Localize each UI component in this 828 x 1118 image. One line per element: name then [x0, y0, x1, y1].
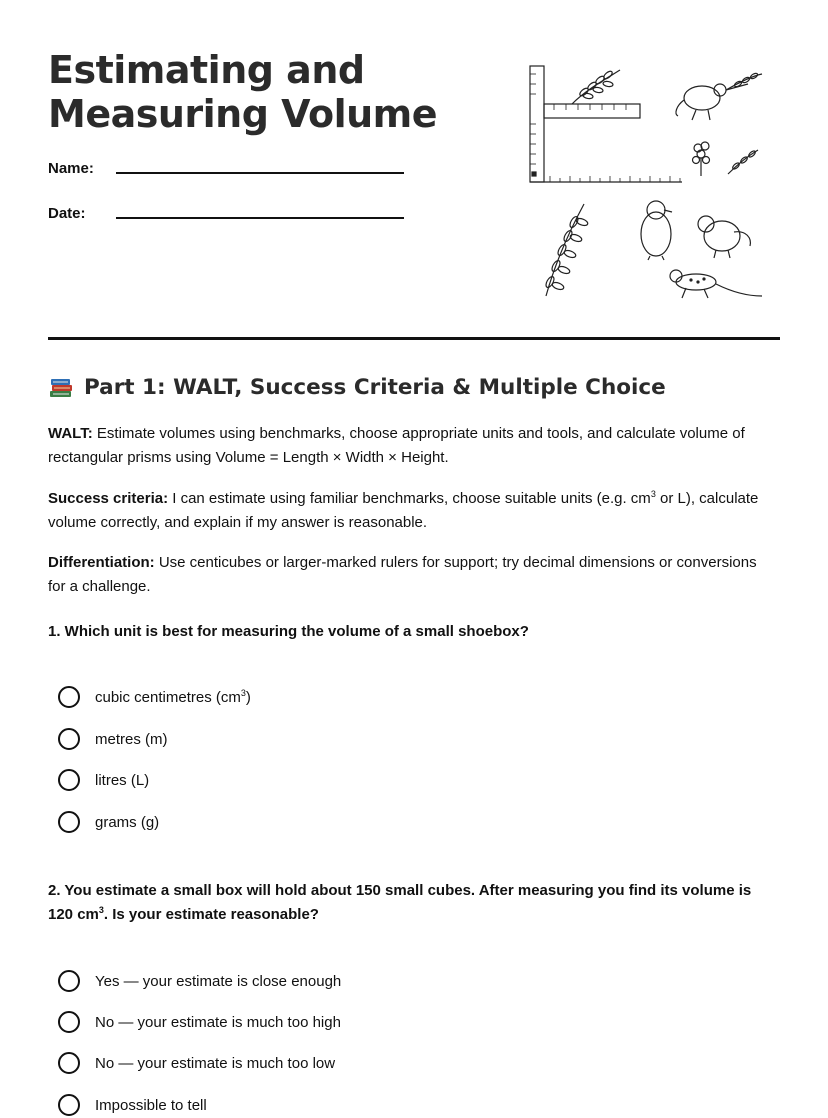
worksheet-title: [48, 48, 437, 136]
ruler-and-animals-illustration: [526, 60, 766, 306]
fern-leaf-icon: [726, 72, 762, 90]
q1-option-2[interactable]: [58, 728, 168, 750]
success-criteria-paragraph: [48, 487, 778, 535]
lizard-icon: [670, 270, 762, 298]
q1-option-3-label: litres (L): [95, 771, 150, 789]
title-line-2: Measuring Volume: [48, 92, 438, 136]
walt-text: Estimate volumes using benchmarks, choose appropriate units and tools, and calculate volume of rectangular prisms using Volume = Length × Width × Height.: [48, 425, 745, 466]
q1-option-1[interactable]: [58, 686, 251, 708]
radio-button[interactable]: [58, 686, 80, 708]
radio-button[interactable]: [58, 811, 80, 833]
differentiation-text: Use centicubes or larger-marked rulers for support; try decimal dimensions or conversions for a challenge.: [48, 554, 757, 595]
q1-option-4-label: grams (g): [95, 813, 160, 831]
q1-option-1-label: cubic centimetres $(cm^3)$: [95, 687, 251, 706]
differentiation-paragraph: [48, 551, 778, 599]
q2-option-3-label: No — your estimate is much too low: [95, 1054, 336, 1072]
walt-label: WALT:: [48, 425, 93, 442]
section-heading: [48, 374, 666, 400]
question-2: 2. You estimate a small box will hold about 150 small cubes. After measuring you find its volume is 120 $cm^3$. Is your estimate reasonable?: [48, 882, 752, 923]
flower-icon: [693, 142, 710, 176]
section-divider: [48, 337, 780, 340]
q2-option-4-label: Impossible to tell: [95, 1096, 207, 1114]
question-1: 1. Which unit is best for measuring the volume of a small shoebox?: [48, 623, 529, 640]
success-label: Success criteria:: [48, 490, 169, 507]
date-underline: [116, 217, 404, 219]
q2-option-2[interactable]: [58, 1011, 341, 1033]
radio-button[interactable]: [58, 728, 80, 750]
title-line-1: Estimating and: [48, 48, 365, 92]
walt-paragraph: [48, 422, 778, 470]
penguin-icon: [641, 201, 672, 260]
name-label: Name:: [48, 160, 94, 177]
name-field[interactable]: [48, 160, 94, 177]
name-underline: [116, 172, 404, 174]
radio-button[interactable]: [58, 970, 80, 992]
q1-option-3[interactable]: [58, 769, 149, 791]
q2-option-3[interactable]: [58, 1052, 335, 1074]
success-text-after: or L), calculate volume correctly, and explain if my answer is reasonable.: [48, 490, 759, 531]
radio-button[interactable]: [58, 1094, 80, 1116]
q2-option-4[interactable]: [58, 1094, 207, 1116]
differentiation-label: Differentiation:: [48, 554, 155, 571]
books-icon: [48, 374, 74, 400]
success-sup: 3: [650, 489, 656, 499]
q2-option-1-label: Yes — your estimate is close enough: [95, 972, 342, 990]
radio-button[interactable]: [58, 1052, 80, 1074]
q1-option-2-label: metres (m): [95, 730, 168, 748]
radio-button[interactable]: [58, 1011, 80, 1033]
radio-button[interactable]: [58, 769, 80, 791]
section-heading-text: Part 1: WALT, Success Criteria & Multiple Choice: [84, 374, 666, 400]
date-field[interactable]: [48, 205, 86, 222]
parrot-icon: [698, 216, 750, 258]
date-label: Date:: [48, 205, 86, 222]
leaf-sprig-icon: [728, 150, 758, 174]
tall-fern-icon: [544, 204, 588, 296]
q1-option-4[interactable]: [58, 811, 159, 833]
success-text-before: I can estimate using familiar benchmarks, choose suitable units (e.g. cm: [172, 490, 651, 507]
fern-branch-icon: [572, 70, 620, 104]
q2-option-2-label: No — your estimate is much too high: [95, 1013, 341, 1031]
q2-option-1[interactable]: [58, 970, 341, 992]
ruler-icon: [530, 66, 682, 182]
bird-icon: [676, 84, 748, 120]
